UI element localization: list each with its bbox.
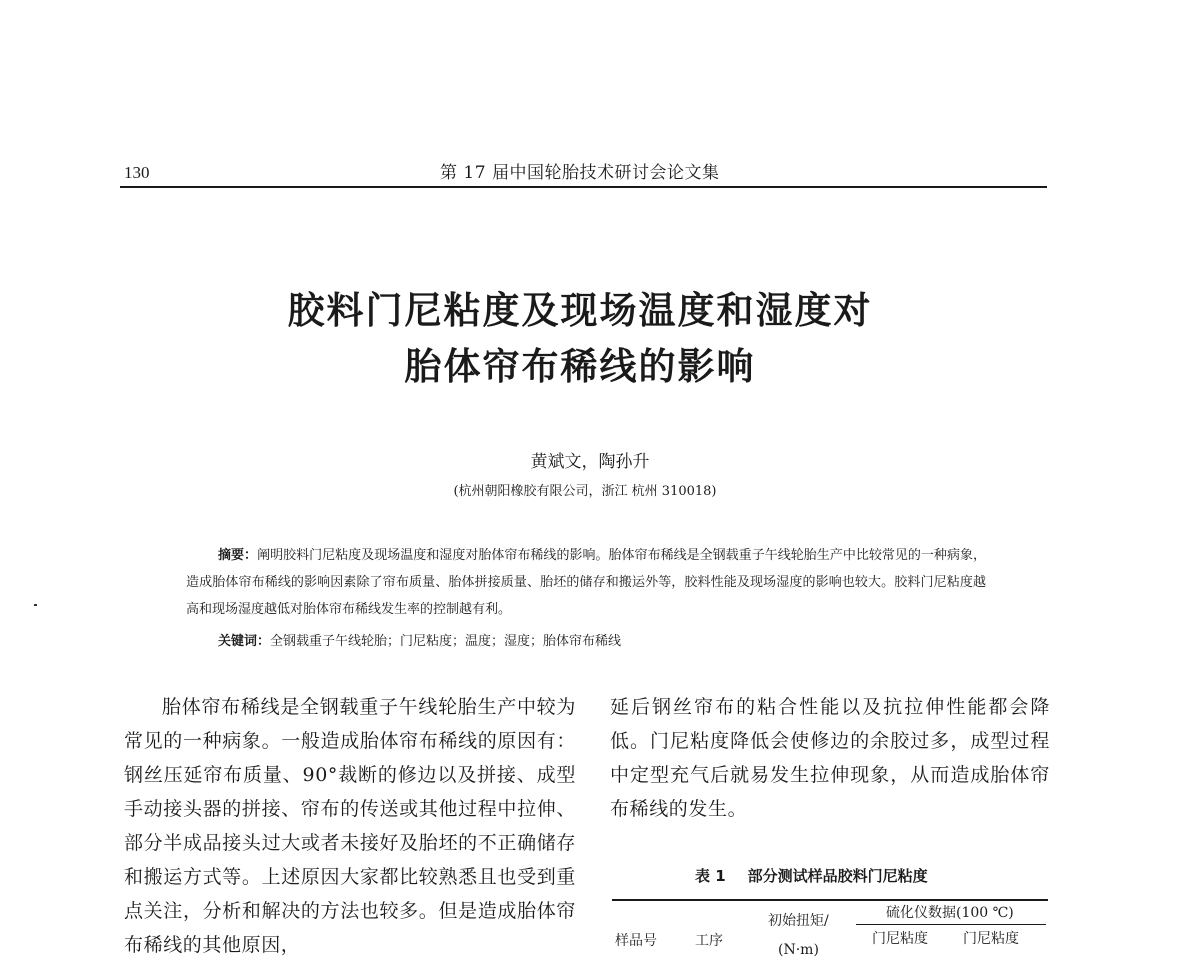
title-line-2: 胎体帘布稀线的影响 [404,345,756,388]
header-rule [120,186,1047,188]
abstract [186,542,986,623]
table-header-mooney-2: 门尼粘度 [963,931,1019,947]
table-header-torque: 初始扭矩/ [768,913,829,929]
body-right-column: 延后钢丝帘布的粘合性能以及抗拉伸性能都会降低。门尼粘度降低会使修边的余胶过多，成型过程中定型充气后就易发生拉伸现象，从而造成胎体帘布稀线的发生。 [610,696,1050,820]
table-header-process: 工序 [695,933,723,949]
table-group-rule [856,924,1046,925]
table-header-group: 硫化仪数据(100 ℃) [886,905,1014,921]
keywords-text: 全钢载重子午线轮胎；门尼粘度；温度；湿度；胎体帘布稀线 [270,634,622,649]
table-top-rule [612,899,1048,901]
abstract-text: 阐明胶料门尼粘度及现场温度和湿度对胎体帘布稀线的影响。胎体帘布稀线是全钢载重子午线轮胎生产中比较常见的一种病象，造成胎体帘布稀线的影响因素除了帘布质量、胎体拼接质量、胎坯的储存和搬运外等，胶料性能及现场湿度的影响也较大。胶料门尼粘度越高和现场湿度越低对胎体帘布稀线发生率的控制越有利。 [186,548,986,617]
table-number: 表 1 [695,867,726,885]
authors: 黄斌文，陶孙升 [530,452,650,472]
page-number: 130 [124,163,150,182]
table-caption-text: 部分测试样品胶料门尼粘度 [747,867,928,885]
abstract-label: 摘要： [218,548,258,563]
keywords [218,630,621,649]
table-caption [695,865,928,886]
affiliation: (杭州朝阳橡胶有限公司，浙江 杭州 310018) [453,484,717,499]
table-header-torque-unit: (N·m) [778,942,819,958]
table-header-sample: 样品号 [615,933,657,949]
title-line-1: 胶料门尼粘度及现场温度和湿度对 [287,289,873,332]
running-head: 第 17 届中国轮胎技术研讨会论文集 [440,163,720,183]
body-left-column: 胎体帘布稀线是全钢载重子午线轮胎生产中较为常见的一种病象。一般造成胎体帘布稀线的原因有：钢丝压延帘布质量、90°裁断的修边以及拼接、成型手动接头器的拼接、帘布的传送或其他过程中拉伸、部分半成品接头过大或者未接好及胎坯的不正确储存和搬运方式等。上述原因大家都比较熟悉且也受到重点关注，分析和解决的方法也较多。但是造成胎体帘布稀线的其他原因， [124,696,576,956]
scan-artifact [34,604,37,606]
keywords-label: 关键词： [218,634,271,649]
table-header-mooney-1: 门尼粘度 [872,931,928,947]
